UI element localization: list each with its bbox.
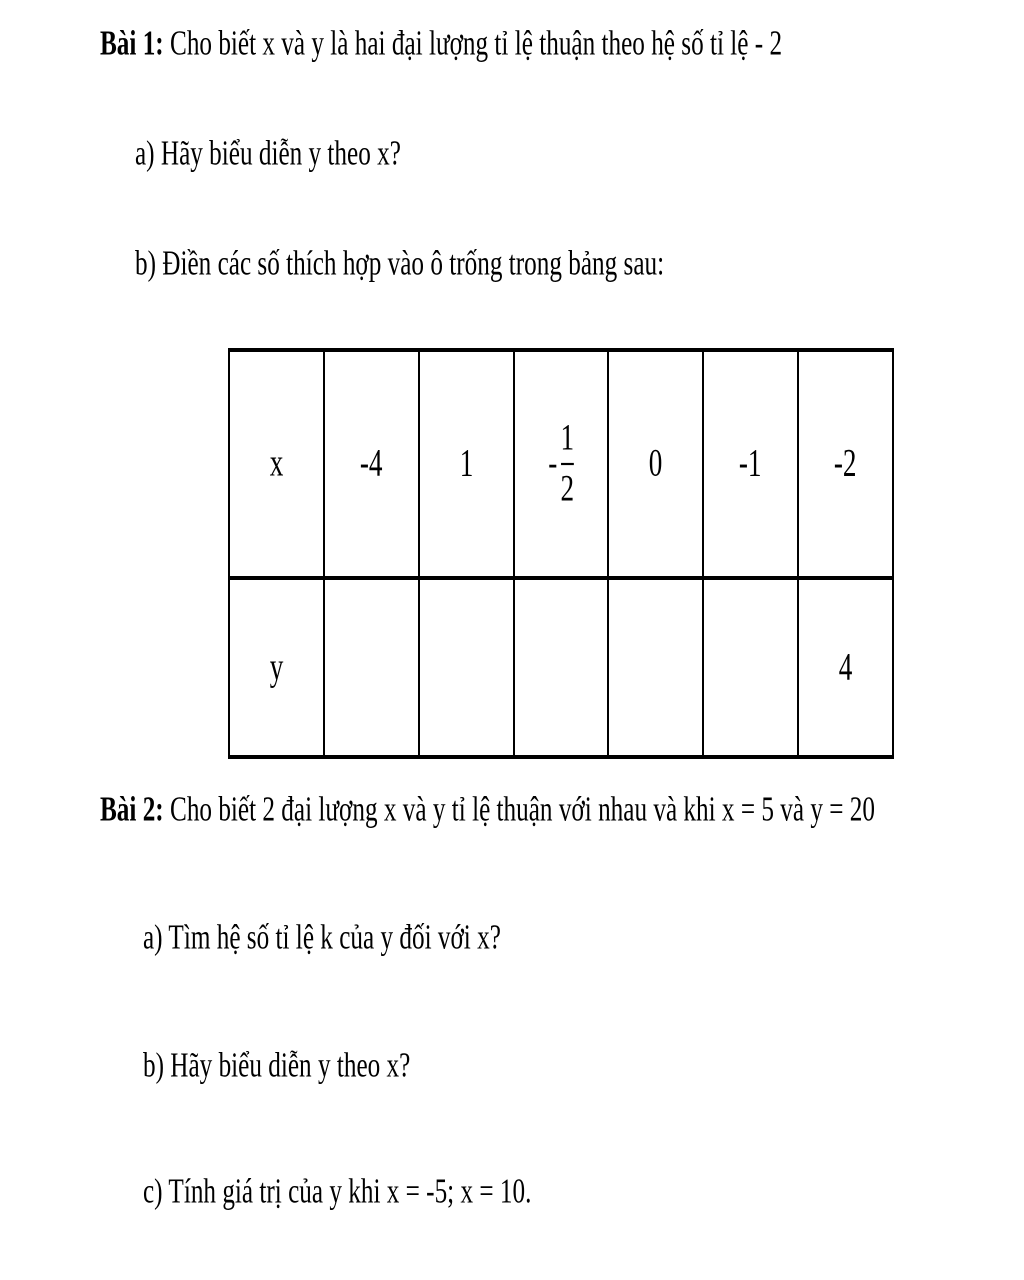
bai1-text: Cho biết x và y là hai đại lượng tỉ lệ thuận theo hệ số tỉ lệ - 2 <box>163 24 783 63</box>
value-table <box>228 348 894 759</box>
bai2-statement <box>100 787 875 833</box>
y-cell-4 <box>608 578 703 757</box>
fraction-denominator: 2 <box>560 468 574 510</box>
y-cell-5 <box>703 578 798 757</box>
bai1-label: Bài 1: <box>100 24 164 63</box>
fraction-minus-one-half <box>548 415 574 514</box>
bai2-question-a: a) Tìm hệ số tỉ lệ k của y đối với x? <box>143 918 501 957</box>
bai2-question-c: c) Tính giá trị của y khi x = -5; x = 10. <box>143 1172 532 1211</box>
bai1-question-b: b) Điền các số thích hợp vào ô trống trong bảng sau: <box>135 244 665 283</box>
y-cell-1 <box>324 578 419 757</box>
bai2-question-b: b) Hãy biểu diễn y theo x? <box>143 1046 411 1085</box>
bai2-text: Cho biết 2 đại lượng x và y tỉ lệ thuận với nhau và khi x = 5 và y = 20 <box>163 790 875 829</box>
bai1-statement <box>100 21 782 67</box>
y-cell-6: 4 <box>798 578 893 757</box>
fraction-sign: - <box>548 443 558 484</box>
x-cell-5: -1 <box>703 350 798 578</box>
x-cell-1: -4 <box>324 350 419 578</box>
table-row-y <box>229 578 893 757</box>
x-cell-6: -2 <box>798 350 893 578</box>
x-cell-3-fraction <box>514 350 609 578</box>
bai2-label: Bài 2: <box>100 790 164 829</box>
x-cell-4: 0 <box>608 350 703 578</box>
fraction-numerator: 1 <box>560 417 574 459</box>
y-header-cell: y <box>229 578 324 757</box>
x-cell-2: 1 <box>419 350 514 578</box>
x-header-cell: x <box>229 350 324 578</box>
table-row-x <box>229 350 893 578</box>
y-cell-2 <box>419 578 514 757</box>
y-cell-3 <box>514 578 609 757</box>
bai1-question-a: a) Hãy biểu diễn y theo x? <box>135 134 401 173</box>
